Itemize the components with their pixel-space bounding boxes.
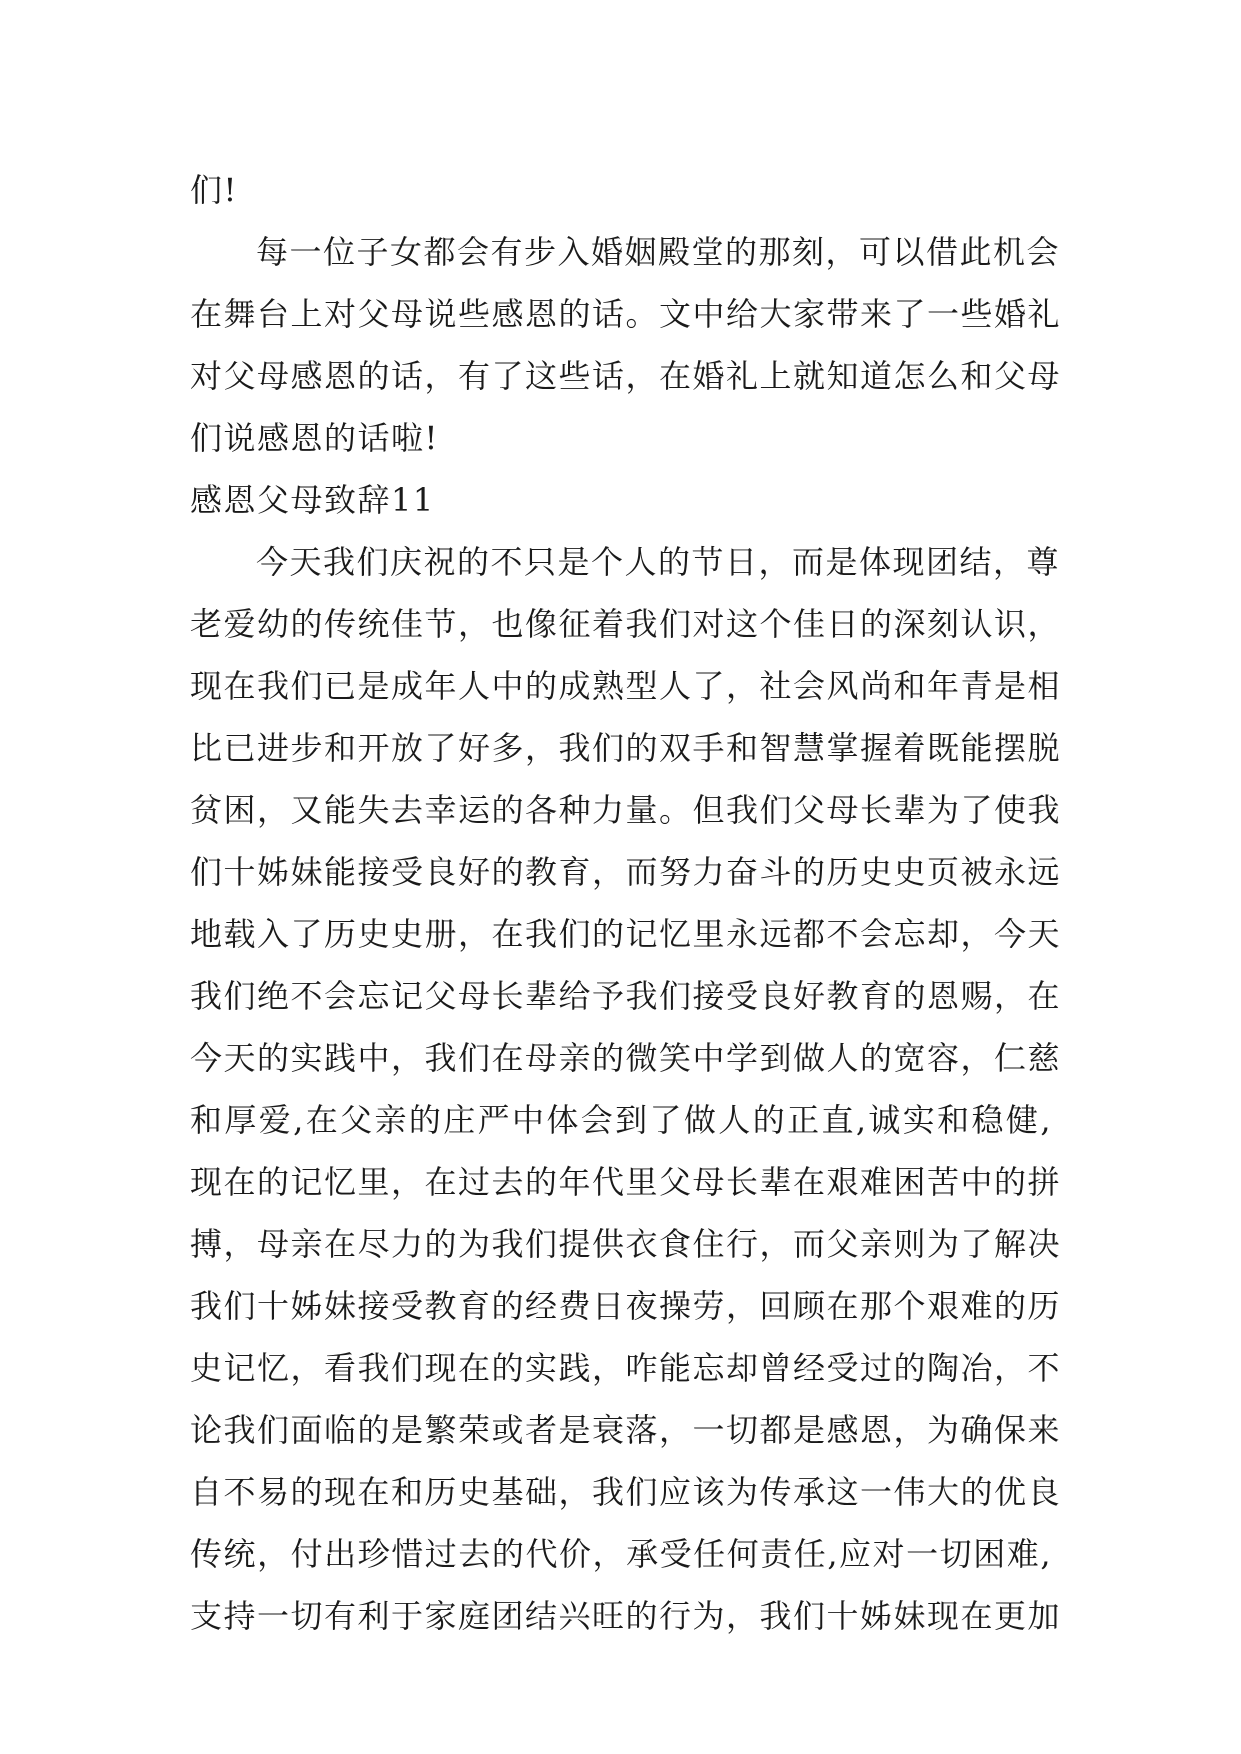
text-line: 传统，付出珍惜过去的代价，承受任何责任,应对一切困难, — [190, 1535, 1052, 1573]
text-line: 自不易的现在和历史基础，我们应该为传承这一伟大的优良 — [190, 1473, 1062, 1511]
text-line: 贫困，又能失去幸运的各种力量。但我们父母长辈为了使我 — [190, 791, 1062, 829]
intro-paragraph — [190, 221, 1062, 469]
text-line: 对父母感恩的话，有了这些话，在婚礼上就知道怎么和父母 — [190, 357, 1062, 395]
text-line: 搏，母亲在尽力的为我们提供衣食住行，而父亲则为了解决 — [190, 1225, 1062, 1263]
text-line: 每一位子女都会有步入婚姻殿堂的那刻，可以借此机会 — [256, 233, 1061, 271]
text-line: 支持一切有利于家庭团结兴旺的行为，我们十姊妹现在更加 — [190, 1597, 1062, 1635]
text-line: 地载入了历史史册，在我们的记忆里永远都不会忘却，今天 — [190, 915, 1062, 953]
document-body — [190, 159, 1062, 1647]
text-line: 今天我们庆祝的不只是个人的节日，而是体现团结，尊 — [256, 543, 1061, 581]
text-line: 论我们面临的是繁荣或者是衰落，一切都是感恩，为确保来 — [190, 1411, 1062, 1449]
body-paragraph — [190, 531, 1062, 1647]
text-line: 今天的实践中，我们在母亲的微笑中学到做人的宽容，仁慈 — [190, 1039, 1062, 1077]
text-line: 我们绝不会忘记父母长辈给予我们接受良好教育的恩赐，在 — [190, 977, 1062, 1015]
text-line: 现在我们已是成年人中的成熟型人了，社会风尚和年青是相 — [190, 667, 1062, 705]
text-line: 老爱幼的传统佳节，也像征着我们对这个佳日的深刻认识， — [190, 605, 1062, 643]
text-line: 们! — [190, 171, 238, 209]
text-line: 们说感恩的话啦! — [190, 419, 439, 457]
text-line: 和厚爱,在父亲的庄严中体会到了做人的正直,诚实和稳健, — [190, 1101, 1052, 1139]
text-line: 在舞台上对父母说些感恩的话。文中给大家带来了一些婚礼 — [190, 295, 1062, 333]
text-line: 史记忆，看我们现在的实践，咋能忘却曾经受过的陶冶，不 — [190, 1349, 1062, 1387]
text-line: 们十姊妹能接受良好的教育，而努力奋斗的历史史页被永远 — [190, 853, 1062, 891]
text-line: 现在的记忆里，在过去的年代里父母长辈在艰难困苦中的拼 — [190, 1163, 1062, 1201]
text-line: 我们十姊妹接受教育的经费日夜操劳，回顾在那个艰难的历 — [190, 1287, 1062, 1325]
text-line: 比已进步和开放了好多，我们的双手和智慧掌握着既能摆脱 — [190, 729, 1062, 767]
section-heading: 感恩父母致辞11 — [190, 481, 435, 519]
